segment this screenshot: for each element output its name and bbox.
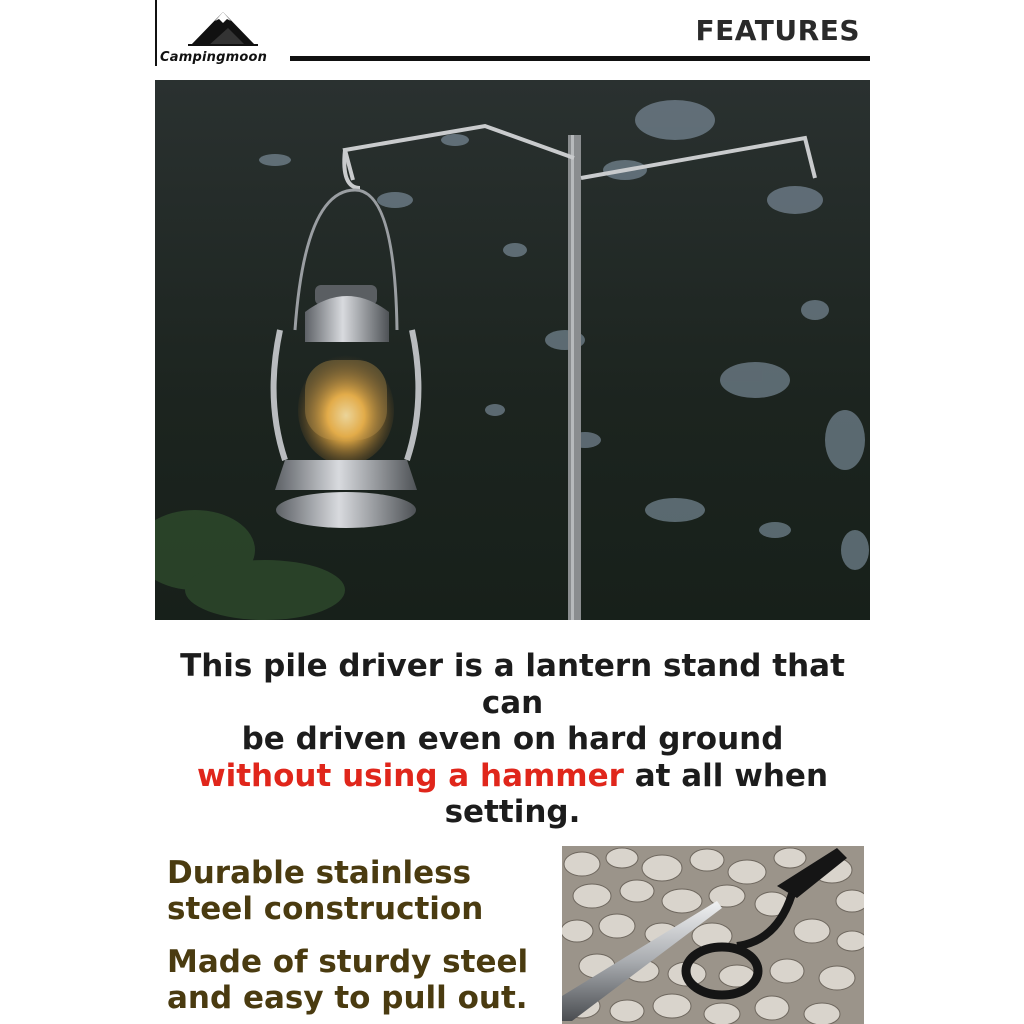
headline-line-2: be driven even on hard ground xyxy=(241,721,784,757)
headline-line-1: This pile driver is a lantern stand that can xyxy=(180,648,845,721)
feature-description: Made of sturdy steel and easy to pull out. xyxy=(167,944,529,1016)
mountain-icon xyxy=(188,10,258,48)
headline-line-3-rest: at all when xyxy=(623,757,829,794)
section-title: FEATURES xyxy=(695,14,860,47)
left-border-line xyxy=(155,0,157,66)
headline xyxy=(155,648,870,831)
brand-name: Campingmoon xyxy=(160,50,268,65)
headline-line-4: setting. xyxy=(444,794,581,830)
hero-photo xyxy=(155,80,870,620)
detail-photo xyxy=(562,846,864,1024)
feature-title: Durable stainless steel construction xyxy=(167,855,484,927)
header-divider xyxy=(290,56,870,61)
headline-line-3 xyxy=(155,758,870,795)
brand-logo xyxy=(160,10,280,68)
headline-highlight: without using a hammer xyxy=(196,757,624,794)
